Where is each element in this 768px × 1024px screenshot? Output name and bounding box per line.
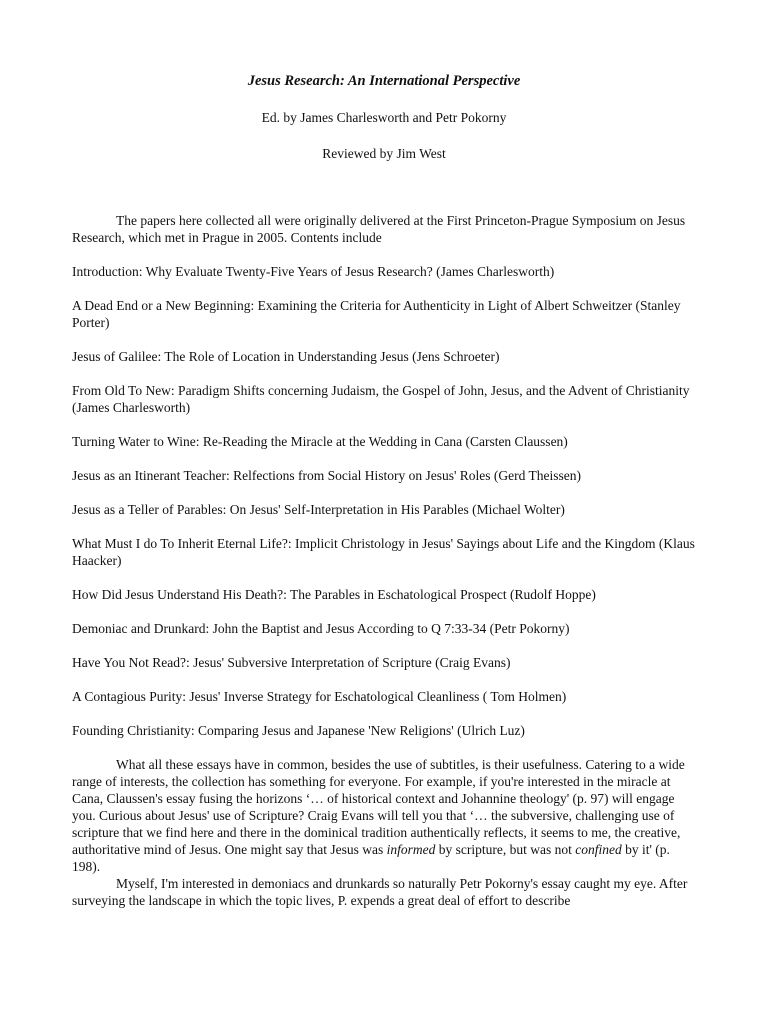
emphasis-informed: informed [386,842,436,857]
contents-item: A Contagious Purity: Jesus' Inverse Strategy for Eschatological Cleanliness ( Tom Holmen) [72,689,567,704]
review-text: by scripture, but was not [435,842,576,857]
contents-item: Jesus as a Teller of Parables: On Jesus' Self-Interpretation in His Parables (Michael Wolter) [72,502,565,517]
contents-item: A Dead End or a New Beginning: Examining the Criteria for Authenticity in Light of Albert Schweitzer (Stanley Porter) [72,298,681,330]
review-text: by it' (p. 198). [72,842,670,874]
contents-item: Turning Water to Wine: Re-Reading the Miracle at the Wedding in Cana (Carsten Claussen) [72,434,568,449]
reviewer-line: Reviewed by Jim West [322,146,446,161]
review-paragraph-2: Myself, I'm interested in demoniacs and drunkards so naturally Petr Pokorny's essay caught my eye. After surveying the landscape in which the topic lives, P. expends a great deal of effort to describe [72,876,688,908]
contents-item: From Old To New: Paradigm Shifts concerning Judaism, the Gospel of John, Jesus, and the Advent of Christianity (James Charlesworth) [72,383,690,415]
contents-item: Have You Not Read?: Jesus' Subversive Interpretation of Scripture (Craig Evans) [72,655,511,670]
document-title: Jesus Research: An International Perspective [247,73,521,89]
review-text: What all these essays have in common, besides the use of subtitles, is their usefulness. Catering to a wide range of interests, the collection has something for everyone. For example, if you're interested in the miracle at Cana, Claussen's essay fusing the horizons ‘… of historical context and Johannine theology' (p. 97) will engage you. Curious about Jesus' use of Scripture? Craig Evans will tell you that ‘… the subversive, challenging use of scripture that we find here and there in the dominical tradition authentically reflects, it seems to me, the creative, authoritative mind of Jesus. One might say that Jesus was [72,757,685,857]
contents-item: What Must I do To Inherit Eternal Life?: Implicit Christology in Jesus' Sayings about Life and the Kingdom (Klaus Haacker) [72,536,695,568]
document-body [72,212,696,909]
contents-item: Introduction: Why Evaluate Twenty-Five Years of Jesus Research? (James Charlesworth) [72,264,555,279]
contents-item: Demoniac and Drunkard: John the Baptist and Jesus According to Q 7:33-34 (Petr Pokorny) [72,621,570,636]
intro-paragraph: The papers here collected all were originally delivered at the First Princeton-Prague Symposium on Jesus Research, which met in Prague in 2005. Contents include [72,213,686,245]
emphasis-confined: confined [575,842,622,857]
contents-item: Jesus as an Itinerant Teacher: Relfections from Social History on Jesus' Roles (Gerd Theissen) [72,468,581,483]
contents-item: Founding Christianity: Comparing Jesus and Japanese 'New Religions' (Ulrich Luz) [72,723,525,738]
editors-line: Ed. by James Charlesworth and Petr Pokorny [261,110,507,125]
review-paragraph-1 [72,756,696,875]
contents-item: Jesus of Galilee: The Role of Location in Understanding Jesus (Jens Schroeter) [72,349,500,364]
contents-list [72,263,696,739]
contents-item: How Did Jesus Understand His Death?: The Parables in Eschatological Prospect (Rudolf Hoppe) [72,587,596,602]
